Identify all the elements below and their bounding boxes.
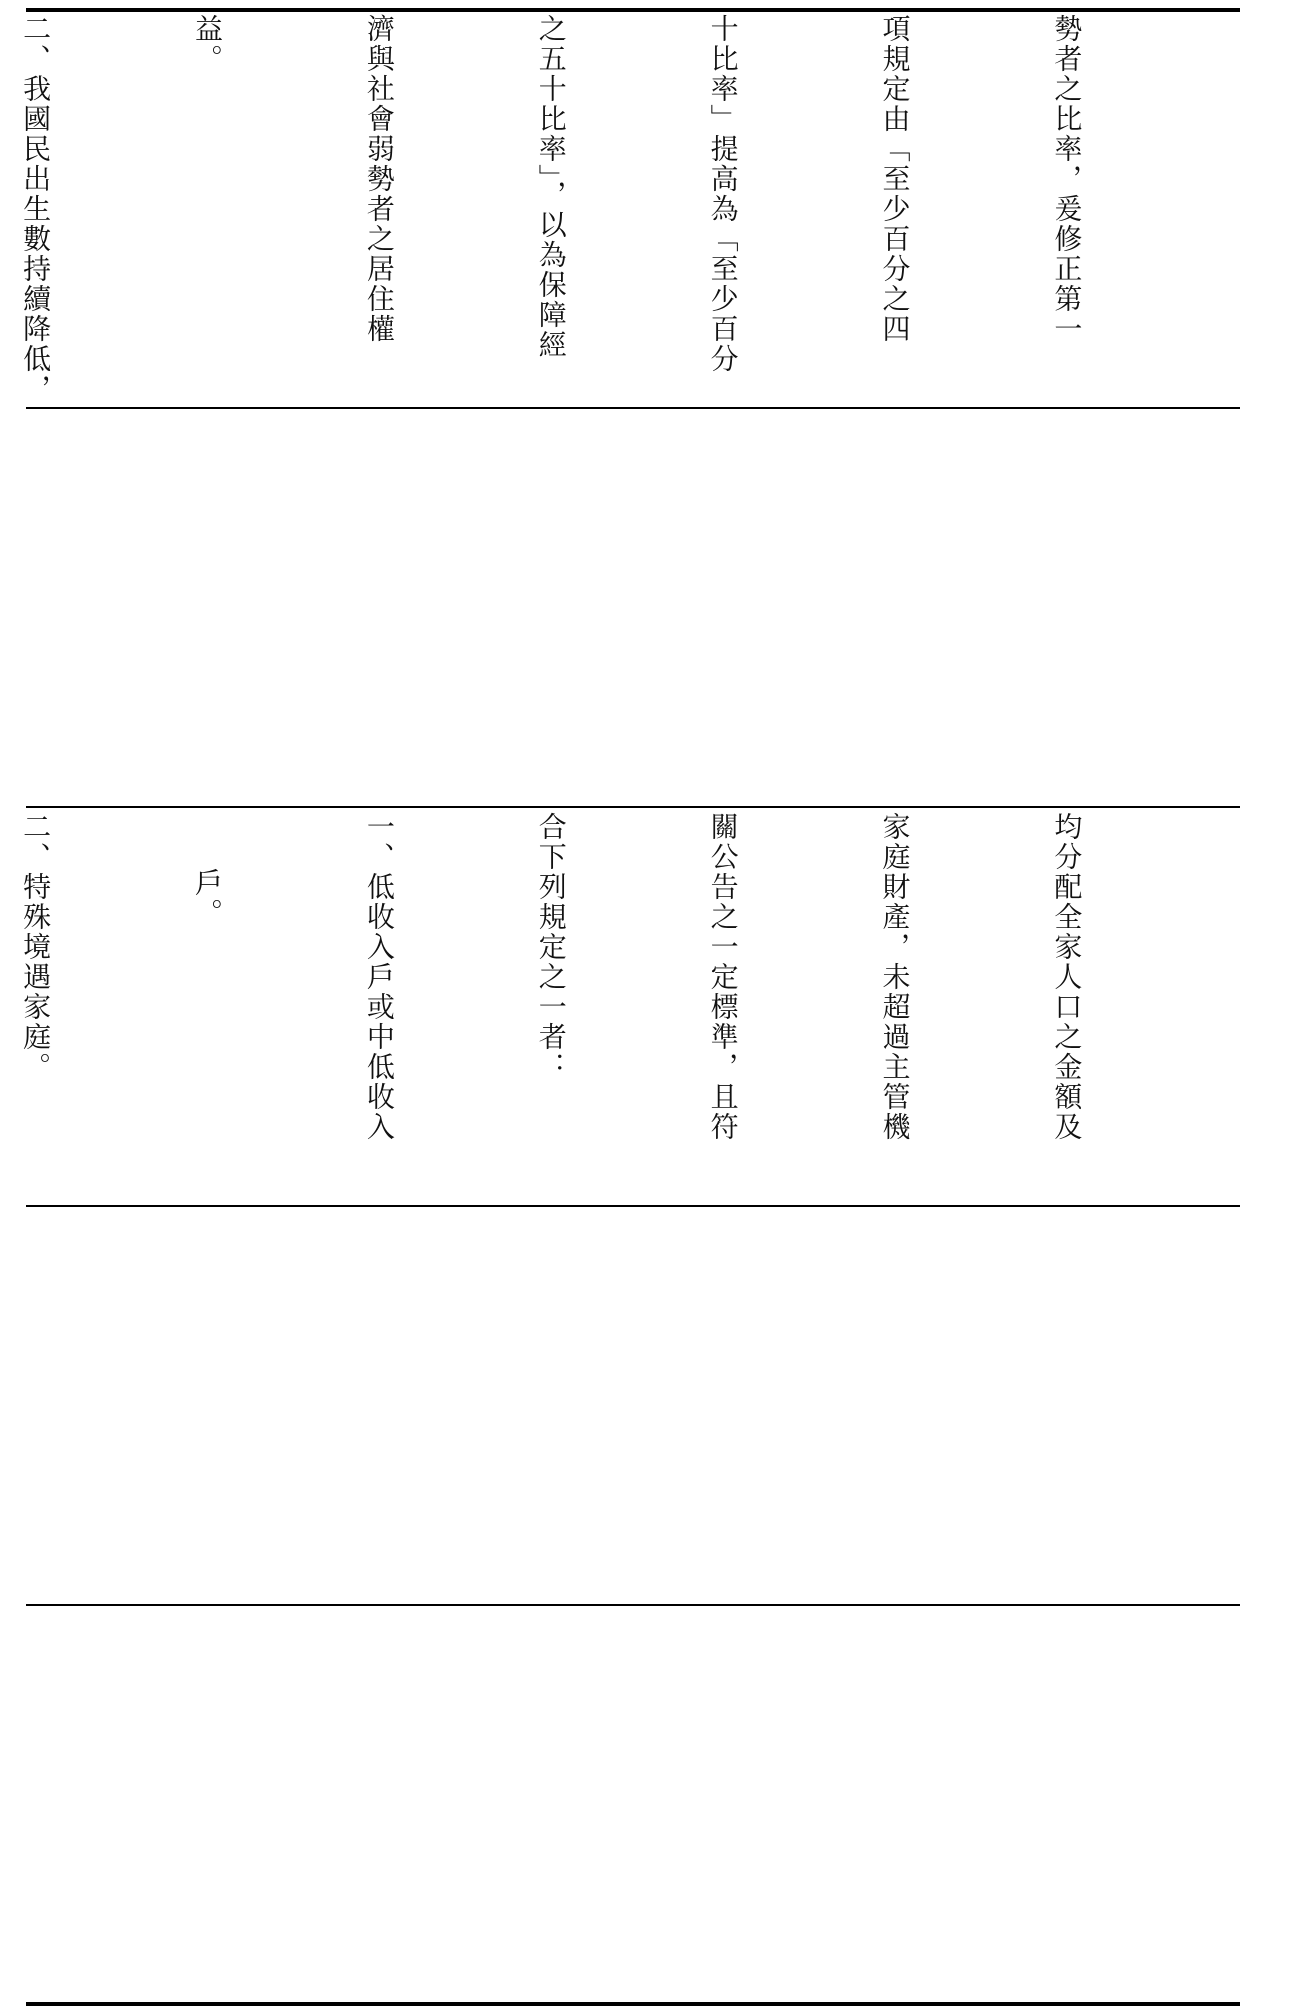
- text-line: 之五十比率」，以為保障經: [534, 14, 568, 360]
- divider-2: [26, 806, 1240, 808]
- text-line: 合下列規定之一者：: [534, 812, 568, 1082]
- text-line: 十比率」提高為「至少百分: [706, 14, 740, 374]
- text-line: 二、特殊境遇家庭。: [19, 812, 53, 1082]
- text-line: 二、我國民出生數持續降低，: [19, 14, 53, 404]
- text-line: 項規定由「至少百分之四: [878, 14, 912, 344]
- text-line: 益。: [190, 14, 224, 74]
- text-line: 一、低收入戶或中低收入: [362, 812, 396, 1142]
- divider-4: [26, 1604, 1240, 1606]
- text-line: 勢者之比率，爰修正第一: [1050, 14, 1084, 344]
- divider-3: [26, 1205, 1240, 1207]
- text-line: 戶。: [190, 868, 224, 928]
- text-line: 濟與社會弱勢者之居住權: [362, 14, 396, 344]
- text-line: 關公告之一定標準，且符: [706, 812, 740, 1142]
- statute-text: [0, 812, 1210, 1202]
- empty-cell: [30, 1608, 1240, 2000]
- empty-cell: [30, 411, 1240, 804]
- text-line: 均分配全家人口之金額及: [1050, 812, 1084, 1142]
- bottom-rule: [26, 2002, 1240, 2006]
- empty-cell: [30, 1209, 1240, 1602]
- top-rule: [26, 8, 1240, 12]
- explanation-text: [0, 14, 1210, 404]
- statute-cell: [19, 812, 1240, 1202]
- explanation-cell: [19, 14, 1240, 404]
- text-line: 家庭財產，未超過主管機: [878, 812, 912, 1142]
- divider-1: [26, 407, 1240, 409]
